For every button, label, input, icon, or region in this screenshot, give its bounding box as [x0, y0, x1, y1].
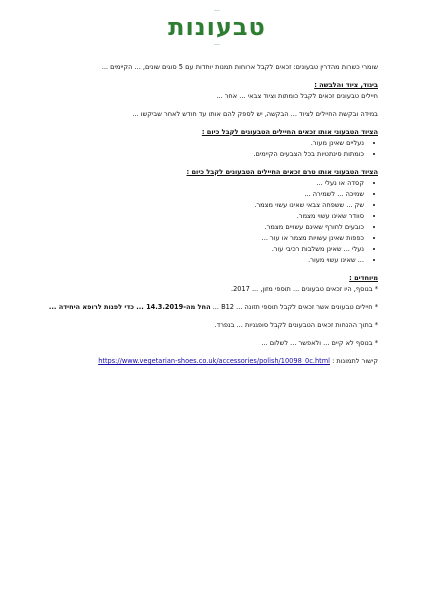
list-item: • ... שאינו עשוי מעור. [28, 255, 364, 266]
footer-link[interactable]: https://www.vegetarian-shoes.co.uk/accessories/polish/10098_0c.html [98, 357, 330, 365]
document-body [28, 62, 378, 374]
equipment-paragraph-2: במידה ובקשת החיילים לציוד ... הבקשה, יש לספק להם אותו עד חודש לאחר שביקשו ... [132, 110, 378, 118]
intro-paragraph: שומרי כשרות מהדרין טבעונים: זכאים לקבל ארוחות תמנות יוחדות עם 5 סוגים שונים, ... הקיימים ... [101, 63, 378, 71]
available-equipment-list [28, 138, 378, 160]
misc-paragraph-4: * בנוסף לא קיים ... ולאפשר ... לשלום ... [261, 339, 378, 347]
list-item: • כובעים לחורף שאינם עשויים מצמר. [28, 222, 364, 233]
organization-logo [137, 6, 297, 50]
list-item: • נעלי ... שאינן משלבות רכיבי עור. [28, 244, 364, 255]
logo-top-text: ... [214, 6, 220, 13]
list-item: • כפפות שאינן עשויות מצמר או עור ... [28, 233, 364, 244]
available-equipment-heading: הציוד הטבעוני אותו זכאים החיילים הטבעונים לקבל כיום : [201, 128, 378, 136]
unavailable-equipment-list [28, 178, 378, 266]
list-item: • קסדה או נעלי ... [28, 178, 364, 189]
misc-paragraph-1: * בנוסף, היו זכאים טבעונים ... תוספי מזון, ... 2017. [230, 285, 378, 293]
footer-label: קישור לתמונות : [332, 357, 378, 365]
unavailable-equipment-heading: הציוד הטבעוני אותו טרם זכאים החיילים הטבעונים לקבל כיום : [186, 168, 378, 176]
equipment-paragraph-1: חיילים טבעונים זכאים לקבל כומתות וציוד צבאי ... אחר ... [216, 92, 378, 100]
logo-main-text: טבעונות [168, 13, 266, 41]
misc-paragraph-3: * בתוך ההנחות זכאים הטבעונים לקבל סופגניות ... בנפרד. [214, 321, 378, 329]
list-item: • סוודר שאינו עשוי מצמר. [28, 211, 364, 222]
logo-sub-text: ... [214, 40, 220, 47]
equipment-heading: ביגוד, ציוד והלבשה : [314, 81, 378, 89]
misc-paragraph-2-text: * חיילים טבעונים אשר זכאים לקבל תוספי תזונה ... B12 ... [210, 303, 378, 311]
misc-paragraph-2 [28, 302, 378, 313]
misc-paragraph-2-bold: החל מה-14.3.2019 ... כדי לפנות לרופא היחידה ... [48, 303, 211, 311]
footer-line [28, 356, 378, 367]
list-item: • כומתות סינתטיות בכל הצבעים הקיימים. [28, 149, 364, 160]
list-item: • שמיכה ... לשמירה ... [28, 189, 364, 200]
list-item: • נעליים שאינן מעור. [28, 138, 364, 149]
misc-heading: מיוחדים : [349, 274, 378, 282]
list-item: • שק ... ששפחה צבאי שאינו עשוי מצמר. [28, 200, 364, 211]
